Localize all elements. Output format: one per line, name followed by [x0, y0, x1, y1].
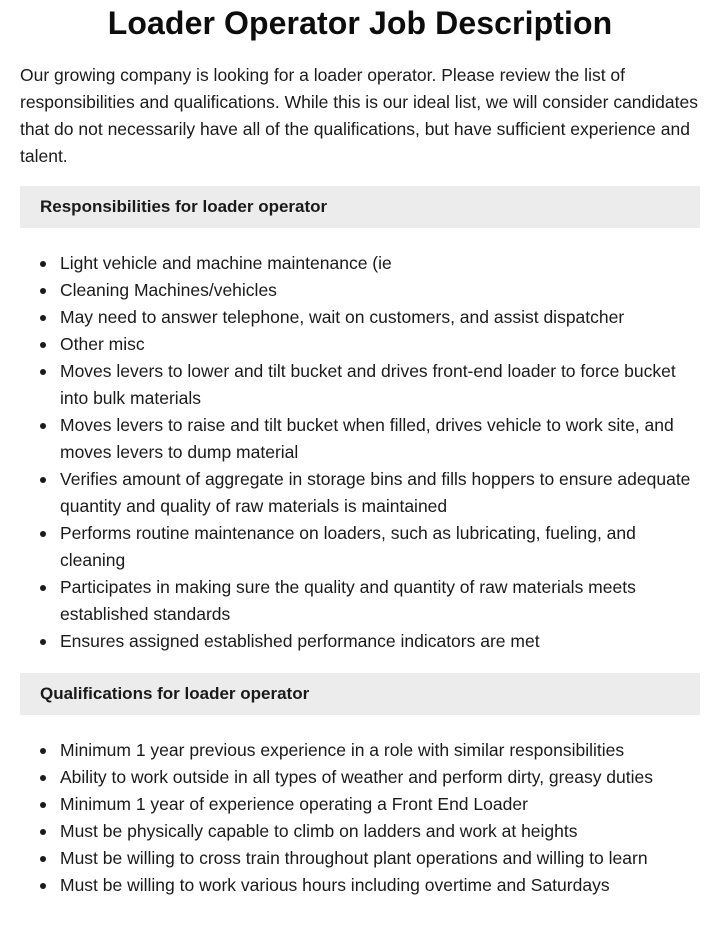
- responsibilities-heading: Responsibilities for loader operator: [20, 186, 700, 228]
- list-item: [20, 818, 700, 845]
- list-item: [20, 737, 700, 764]
- bullet-icon: [40, 423, 46, 429]
- list-item: [20, 304, 700, 331]
- page-title: Loader Operator Job Description: [107, 5, 613, 41]
- list-item-text: Moves levers to lower and tilt bucket and drives front-end loader to force bucket into bulk materials: [60, 361, 676, 408]
- list-item: [20, 845, 700, 872]
- list-item: [20, 466, 700, 520]
- bullet-icon: [40, 288, 46, 294]
- list-item-text: Must be physically capable to climb on ladders and work at heights: [60, 821, 578, 841]
- list-item-text: Moves levers to raise and tilt bucket when filled, drives vehicle to work site, and moves levers to dump material: [60, 415, 674, 462]
- bullet-icon: [40, 802, 46, 808]
- list-item-text: Performs routine maintenance on loaders, such as lubricating, fueling, and cleaning: [60, 523, 636, 570]
- bullet-icon: [40, 261, 46, 267]
- list-item-text: Must be willing to cross train throughout plant operations and willing to learn: [60, 848, 648, 868]
- bullet-icon: [40, 829, 46, 835]
- responsibilities-list: [20, 250, 700, 655]
- bullet-icon: [40, 856, 46, 862]
- list-item-text: Ensures assigned established performance indicators are met: [60, 631, 540, 651]
- qualifications-list: [20, 737, 700, 899]
- list-item: [20, 574, 700, 628]
- list-item-text: Ability to work outside in all types of weather and perform dirty, greasy duties: [60, 767, 654, 787]
- bullet-icon: [40, 883, 46, 889]
- list-item-text: Participates in making sure the quality and quantity of raw materials meets established standards: [60, 577, 636, 624]
- bullet-icon: [40, 342, 46, 348]
- list-item: [20, 358, 700, 412]
- bullet-icon: [40, 775, 46, 781]
- list-item-text: Cleaning Machines/vehicles: [60, 280, 277, 300]
- bullet-icon: [40, 531, 46, 537]
- list-item: [20, 628, 700, 655]
- list-item-text: Light vehicle and machine maintenance (ie: [60, 253, 392, 273]
- list-item: [20, 872, 700, 899]
- list-item: [20, 791, 700, 818]
- list-item: [20, 250, 700, 277]
- bullet-icon: [40, 748, 46, 754]
- qualifications-heading: Qualifications for loader operator: [20, 673, 700, 715]
- list-item-text: Other misc: [60, 334, 145, 354]
- list-item-text: Must be willing to work various hours including overtime and Saturdays: [60, 875, 610, 895]
- bullet-icon: [40, 315, 46, 321]
- list-item: [20, 331, 700, 358]
- bullet-icon: [40, 477, 46, 483]
- list-item-text: Minimum 1 year of experience operating a Front End Loader: [60, 794, 528, 814]
- bullet-icon: [40, 369, 46, 375]
- list-item: [20, 412, 700, 466]
- list-item: [20, 277, 700, 304]
- list-item-text: May need to answer telephone, wait on customers, and assist dispatcher: [60, 307, 625, 327]
- list-item-text: Verifies amount of aggregate in storage bins and fills hoppers to ensure adequate quantity and quality of raw materials is maintained: [60, 469, 691, 516]
- list-item-text: Minimum 1 year previous experience in a role with similar responsibilities: [60, 740, 625, 760]
- list-item: [20, 764, 700, 791]
- bullet-icon: [40, 639, 46, 645]
- list-item: [20, 520, 700, 574]
- bullet-icon: [40, 585, 46, 591]
- intro-paragraph: Our growing company is looking for a loader operator. Please review the list of responsibilities and qualifications. While this is our ideal list, we will consider candidates that do not necessarily have all of the qualifications, but have sufficient experience and talent.: [20, 65, 698, 166]
